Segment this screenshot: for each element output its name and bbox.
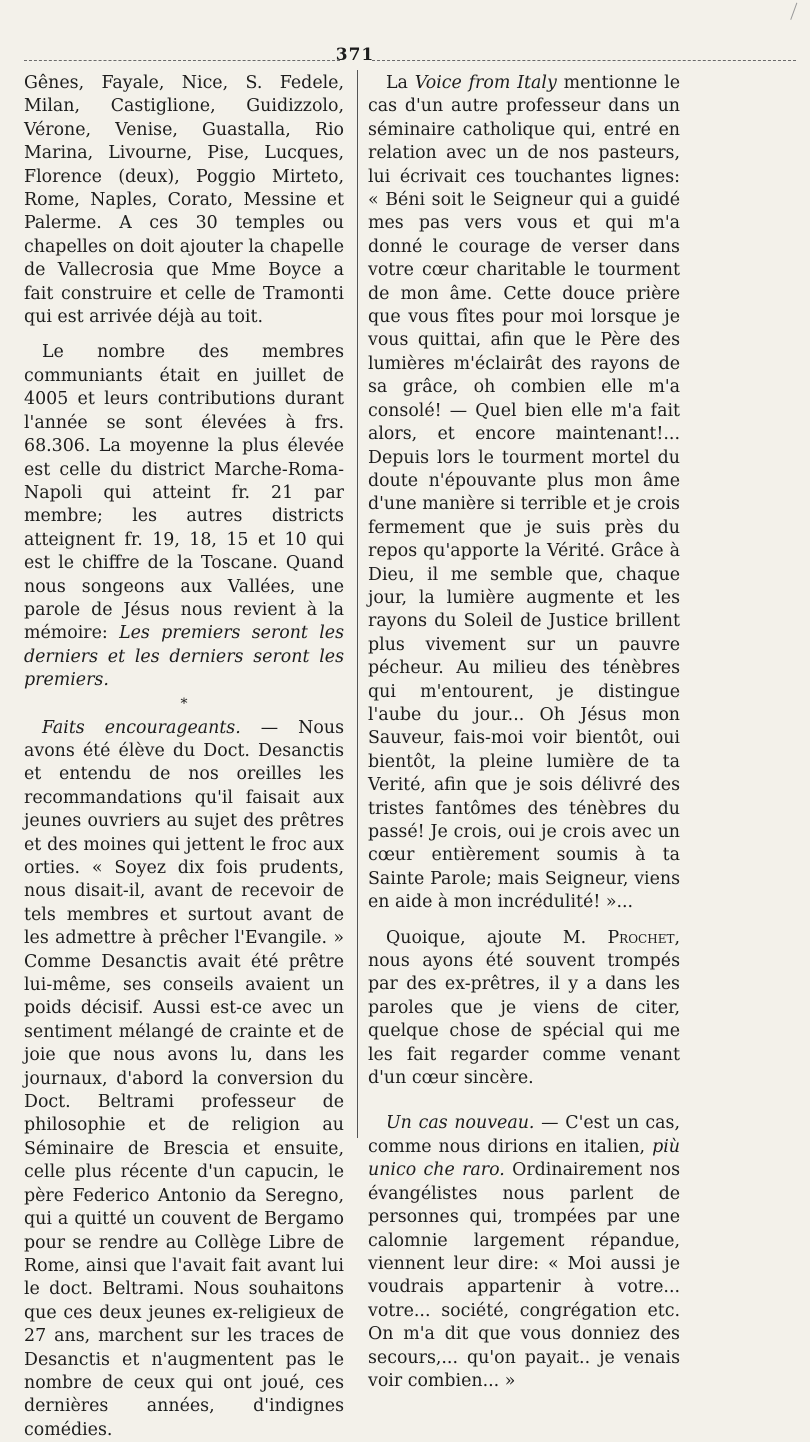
header-rule-left bbox=[24, 60, 340, 61]
page-edge-mark bbox=[790, 3, 806, 24]
person-name: M. Prochet bbox=[562, 927, 675, 948]
periodical-title: Voice from Italy bbox=[414, 73, 557, 93]
left-paragraph-3: Faits encourageants. — Nous avons été élève du Doct. Desanctis et entendu de nos oreilles les recommandations qu'il faisait aux jeunes ouvriers au sujet des prêtres et des moines qui jettent le froc aux orties. « Soyez dix fois prudents, nous disait-il, avant de recevoir de tels membres et surtout avant de les admettre à prêcher l'Evangile. » Comme Desanctis avait été prêtre lui-même, ses conseils avaient un poids décisif. Aussi est-ce avec un sentiment mélangé de crainte et de joie que nous avons lu, dans les journaux, d'abord la conversion du Doct. Beltrami professeur de philosophie et de religion au Séminaire de Brescia et ensuite, celle plus récente d'un capucin, le père Federico Antonio da Seregno, qui a quitté un couvent de Bergamo pour se rendre au Collège Libre de Rome, ainsi que l'avait fait avant lui le doct. Beltrami. Nous souhaitons que ces deux jeunes ex-religieux de 27 ans, marchent sur les traces de Desanctis et n'augmentent pas le nombre de ceux qui ont joué, ces dernières années, d'indignes comédies. bbox=[24, 717, 344, 1440]
section-heading-un-cas-nouveau: Un cas nouveau. bbox=[386, 1113, 535, 1134]
right-paragraph-2: Quoique, ajoute M. Prochet, nous ayons été souvent trompés par des ex-prêtres, il y a dans les paroles que je viens de citer, quelque chose de spécial qui me les fait regarder comme venant d'un cœur sincère. bbox=[368, 927, 680, 1089]
section-separator: * bbox=[180, 695, 188, 712]
left-paragraph-2: Le nombre des membres communiants était en juillet de 4005 et leurs contributions durant l'année se sont élevées à frs. 68.306. La moyenne la plus élevée est celle du district Marche-Roma-Napoli qui atteint fr. 21 par membre; les autres districts atteignent fr. 19, 18, 15 et 10 qui est le chiffre de la Toscane. Quand nous songeons aux Vallées, une parole de Jésus nous revient à la mémoire: Les premiers seront les derniers et les derniers seront les premiers. bbox=[24, 342, 344, 691]
italian-phrase: più unico che raro. bbox=[368, 1136, 680, 1181]
right-paragraph-3: Un cas nouveau. — C'est un cas, comme nous dirions en italien, più unico che raro. Ordinairement nos évangélistes nous parlent de personnes qui, trompées par une calomnie largement répandue, viennent leur dire: « Moi aussi je voudrais appartenir à votre... votre... société, congrégation etc. On m'a dit que vous donniez des secours,... qu'on payait.. je venais voir combien... » bbox=[368, 1113, 680, 1391]
right-column bbox=[368, 72, 680, 1393]
section-heading-faits-encourageants: Faits encourageants. bbox=[42, 717, 241, 738]
column-divider bbox=[357, 70, 358, 1138]
left-paragraph-1: Gênes, Fayale, Nice, S. Fedele, Milan, Castiglione, Guidizzolo, Vérone, Venise, Guastalla, Rio Marina, Livourne, Pise, Lucques, Florence (deux), Poggio Mirteto, Rome, Naples, Corato, Messine et Palerme. A ces 30 temples ou chapelles on doit ajouter la chapelle de Vallecrosia que Mme Boyce a fait construire et celle de Tramonti qui est arrivée déjà au toit. bbox=[24, 73, 344, 328]
gospel-quote: Les premiers seront les derniers et les derniers seront les premiers. bbox=[24, 623, 344, 691]
header-rule-right bbox=[372, 60, 796, 61]
left-column bbox=[24, 72, 344, 1442]
right-paragraph-1: La Voice from Italy mentionne le cas d'un autre professeur dans un séminaire catholique qui, entré en relation avec un de nos pasteurs, lui écrivait ces touchantes lignes: « Béni soit le Seigneur qui a guidé mes pas vers vous et qui m'a donné le courage de verser dans votre cœur charitable le tourment de mon âme. Cette douce prière que vous fîtes pour moi lorsque je vous quittai, afin que le Père des lumières m'éclairât des rayons de sa grâce, oh combien elle m'a consolé! — Quel bien elle m'a fait alors, et encore maintenant!... Depuis lors le tourment mortel du doute n'épouvante plus mon âme d'une manière si terrible et je crois fermement que je suis près du repos qu'apporte la Vérité. Grâce à Dieu, il me semble que, chaque jour, la lumière augmente et les rayons du Soleil de Justice brillent plus vivement sur un pauvre pécheur. Au milieu des ténèbres qui m'entourent, je distingue l'aube du jour... Oh Jésus mon Sauveur, fais-moi voir bientôt, oui bientôt, la pleine lumière de ta Verité, afin que je sois délivré des tristes fantômes des ténèbres du passé! Je crois, oui je crois avec un cœur entièrement soumis à ta Sainte Parole; mais Seigneur, viens en aide à mon incrédulité! »... bbox=[368, 73, 681, 913]
page-number: 371 bbox=[335, 45, 375, 65]
